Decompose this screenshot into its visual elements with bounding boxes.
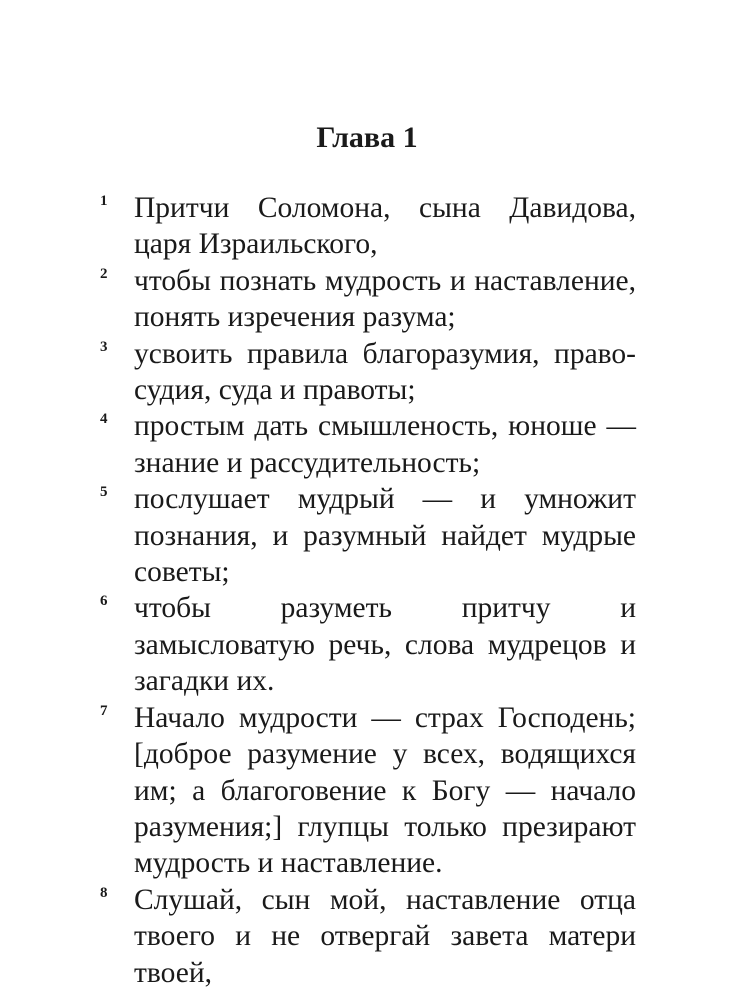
verse <box>96 882 636 991</box>
verse-number: 7 <box>100 702 108 719</box>
verse-text: простым дать смышленость, юноше — знание и рассудительность; <box>134 410 636 479</box>
verse <box>96 336 636 409</box>
verse-number: 4 <box>100 411 108 428</box>
verse-text: Притчи Соломона, сына Давидова, царя Израильского, <box>134 192 636 261</box>
chapter-title: Глава 1 <box>316 121 418 154</box>
verse <box>96 408 636 481</box>
verse <box>96 481 636 590</box>
verse-text: усвоить правила благоразумия, правосудия, суда и правоты; <box>134 337 636 407</box>
verse-number: 8 <box>100 884 108 901</box>
verse-text: послушает мудрый — и умножит познания, и разумный найдет мудрые советы; <box>134 483 636 589</box>
verse-text: чтобы разуметь притчу и замысловатую речь, слова мудрецов и загадки их. <box>134 592 636 698</box>
verse <box>96 590 636 699</box>
verse <box>96 190 636 263</box>
verse-number: 2 <box>100 265 108 282</box>
verse-number: 5 <box>100 484 108 501</box>
verse <box>96 700 636 882</box>
verse-number: 3 <box>100 338 108 355</box>
verse-text: Начало мудрости — страх Господень; [доброе разумение у всех, водящихся им; а благоговение к Богу — начало разумения;] глупцы только презирают мудрость и наставление. <box>134 701 636 880</box>
verse-number: 1 <box>100 193 108 209</box>
verse <box>96 263 636 336</box>
verse-list <box>96 190 636 991</box>
verse-number: 6 <box>100 593 108 610</box>
verse-text: чтобы познать мудрость и наставление, понять изречения разума; <box>134 264 636 334</box>
verse-text: Слушай, сын мой, наставление отца твоего и не отвергай завета матери твоей, <box>134 883 636 989</box>
